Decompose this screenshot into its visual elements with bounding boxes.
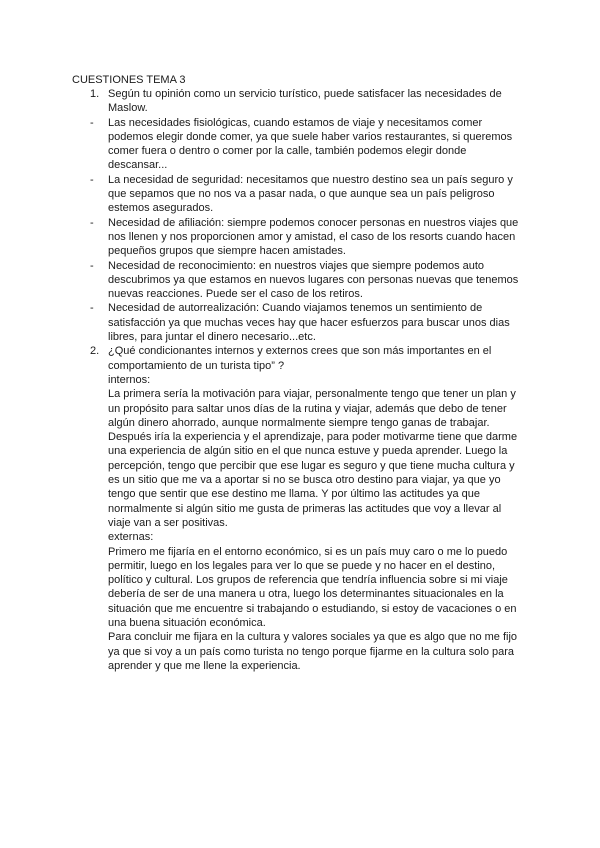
bullet-marker: - bbox=[90, 259, 94, 272]
list-item-text: Necesidad de afiliación: siempre podemos conocer personas en nuestros viajes que nos llenen y nos proporcionen amor y amistad, el caso de los resorts cuando hacen pequeños grupos que siempre hacen amistades. bbox=[108, 216, 519, 258]
paragraph: Después iría la experiencia y el aprendizaje, para poder motivarme tiene que darme una experiencia de algún sitio en el que nunca estuve y pueda aprender. Luego la percepción, tengo que percibir que ese lugar es seguro y que tiene mucha cultura y es un sitio que me va a aportar si no se busca otro destino para viajar, ya que yo tengo que sentir que ese destino me llama. Y por último las actitudes ya que normalmente si algún sitio me gusta de primeras las actitudes que voy a llevar al viaje van a ser positivas. bbox=[108, 431, 518, 529]
question-1 bbox=[0, 87, 600, 116]
list-item-text: Necesidad de reconocimiento: en nuestros viajes que siempre podemos auto descubrimos ya que estamos en nuevos lugares con personas nuevas que tenemos nuevas reacciones. Puede ser el caso de los retiros. bbox=[108, 259, 519, 301]
bullet-marker: - bbox=[90, 216, 94, 229]
question-text: Según tu opinión como un servicio turístico, puede satisfacer las necesidades de Maslow. bbox=[108, 88, 502, 115]
list-item bbox=[0, 116, 600, 173]
list-item bbox=[0, 259, 600, 302]
list-item bbox=[0, 173, 600, 216]
list-item-text: Necesidad de autorrealización: Cuando viajamos tenemos un sentimiento de satisfacción ya que muchas veces hay que hacer esfuerzos para buscar unos dias libres, para juntar el dinero necesario...etc. bbox=[108, 302, 510, 344]
document-body bbox=[0, 87, 600, 673]
question-2 bbox=[0, 344, 600, 373]
list-item-text: Las necesidades fisiológicas, cuando estamos de viaje y necesitamos comer podemos elegir donde comer, ya que suele haber varios restaurantes, si queremos comer fuera o dentro o comer por la calle, también podemos elegir donde descansar... bbox=[108, 116, 513, 172]
bullet-marker: - bbox=[90, 302, 94, 315]
list-item bbox=[0, 216, 600, 259]
list-item bbox=[0, 301, 600, 344]
paragraph: La primera sería la motivación para viajar, personalmente tengo que tener un plan y un propósito para saltar unos días de la rutina y viajar, además que debo de tener algún dinero ahorrado, aunque normalmente siempre tengo ganas de trabajar. bbox=[108, 388, 516, 429]
bullet-marker: - bbox=[90, 116, 94, 129]
internal-heading: internos: bbox=[108, 373, 151, 386]
external-heading: externas: bbox=[108, 531, 154, 544]
paragraph: Para concluir me fijara en la cultura y valores sociales ya que es algo que no me fijo ya que si voy a un país como turista no tengo porque fijarme en la cultura solo para aprender y que me llene la experiencia. bbox=[108, 631, 518, 672]
paragraph: Primero me fijaría en el entorno económico, si es un país muy caro o me lo puedo permitir, luego en los legales para ver lo que se puede y no hacer en el destino, político y cultural. Los grupos de referencia que tendría influencia sobre si mi viaje debería de ser de una manera u otra, luego los determinantes situacionales en la situación que me encuentre si trabajando o estudiando, si estoy de vacaciones o en una buena situación económica. bbox=[108, 545, 517, 629]
question-number: 2. bbox=[90, 345, 100, 358]
question-number: 1. bbox=[90, 88, 100, 100]
document-title: CUESTIONES TEMA 3 bbox=[72, 74, 186, 86]
list-item-text: La necesidad de seguridad: necesitamos que nuestro destino sea un país seguro y que sepamos que no nos va a pasar nada, o que aunque sea un país peligroso estemos asegurados. bbox=[108, 173, 513, 215]
question-text: ¿Qué condicionantes internos y externos crees que son más importantes en el comportamiento de un turista tipo” ? bbox=[108, 345, 492, 372]
bullet-marker: - bbox=[90, 173, 94, 186]
